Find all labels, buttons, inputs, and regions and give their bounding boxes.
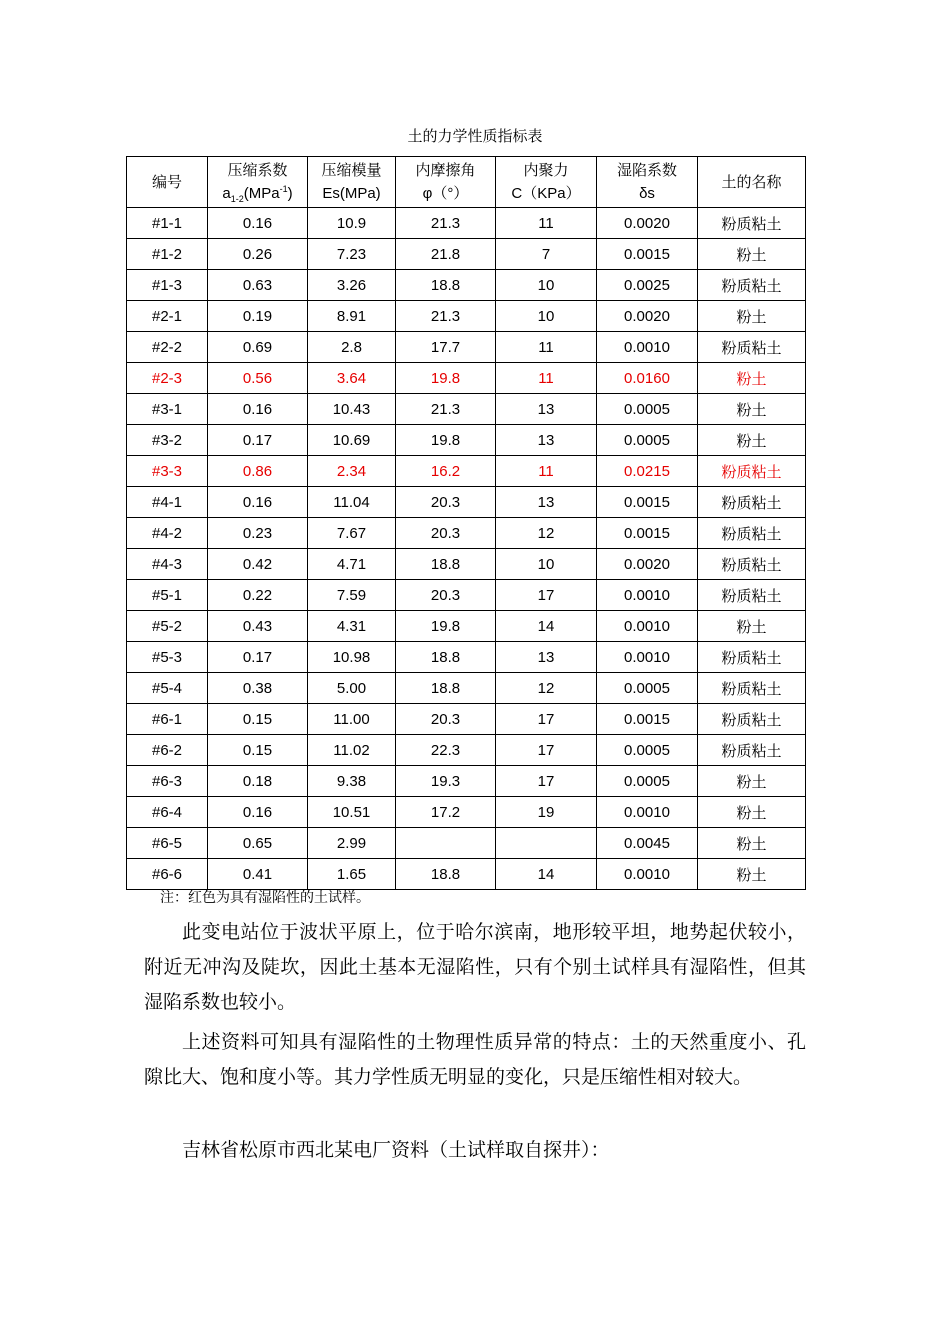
cell-soil-name: 粉质粘土 [698, 270, 806, 301]
cell-cohesion [496, 828, 597, 859]
cell-soil-name: 粉土 [698, 828, 806, 859]
cell-friction-angle: 20.3 [396, 487, 496, 518]
cell-compression-coefficient: 0.18 [208, 766, 308, 797]
cell-collapsibility-coefficient: 0.0010 [597, 332, 698, 363]
cell-cohesion: 12 [496, 518, 597, 549]
cell-compression-modulus: 10.69 [308, 425, 396, 456]
cell-friction-angle: 21.3 [396, 394, 496, 425]
cell-soil-name: 粉质粘土 [698, 642, 806, 673]
cell-soil-name: 粉质粘土 [698, 735, 806, 766]
cell-id: #1-3 [127, 270, 208, 301]
cell-id: #5-1 [127, 580, 208, 611]
cell-soil-name: 粉土 [698, 363, 806, 394]
cell-id: #3-2 [127, 425, 208, 456]
cell-collapsibility-coefficient: 0.0045 [597, 828, 698, 859]
header-cohesion-unit: C（KPa） [511, 185, 581, 202]
cell-id: #5-2 [127, 611, 208, 642]
cell-cohesion: 10 [496, 301, 597, 332]
cell-cohesion: 13 [496, 642, 597, 673]
cell-cohesion: 17 [496, 735, 597, 766]
header-collapsibility-coefficient-label: 湿陷系数 [616, 161, 677, 179]
cell-compression-modulus: 7.67 [308, 518, 396, 549]
cell-compression-coefficient: 0.16 [208, 487, 308, 518]
cell-compression-coefficient: 0.23 [208, 518, 308, 549]
table-row [127, 859, 806, 890]
cell-id: #6-5 [127, 828, 208, 859]
cell-friction-angle: 21.3 [396, 301, 496, 332]
table-row [127, 456, 806, 487]
table-row [127, 735, 806, 766]
cell-friction-angle: 18.8 [396, 859, 496, 890]
cell-compression-coefficient: 0.65 [208, 828, 308, 859]
cell-soil-name: 粉土 [698, 239, 806, 270]
cell-compression-coefficient: 0.86 [208, 456, 308, 487]
cell-compression-coefficient: 0.17 [208, 425, 308, 456]
header-cohesion-label: 内聚力 [523, 161, 569, 179]
cell-soil-name: 粉土 [698, 394, 806, 425]
cell-soil-name: 粉土 [698, 301, 806, 332]
cell-compression-modulus: 10.51 [308, 797, 396, 828]
cell-friction-angle: 19.8 [396, 611, 496, 642]
cell-friction-angle: 19.8 [396, 363, 496, 394]
cell-soil-name: 粉质粘土 [698, 208, 806, 239]
cell-cohesion: 13 [496, 394, 597, 425]
table-row [127, 208, 806, 239]
cell-id: #3-1 [127, 394, 208, 425]
cell-compression-modulus: 5.00 [308, 673, 396, 704]
cell-compression-coefficient: 0.16 [208, 797, 308, 828]
table-row [127, 642, 806, 673]
cell-compression-coefficient: 0.22 [208, 580, 308, 611]
cell-friction-angle: 18.8 [396, 642, 496, 673]
cell-cohesion: 10 [496, 549, 597, 580]
cell-soil-name: 粉质粘土 [698, 518, 806, 549]
cell-compression-modulus: 10.98 [308, 642, 396, 673]
cell-id: #5-4 [127, 673, 208, 704]
cell-soil-name: 粉质粘土 [698, 580, 806, 611]
cell-friction-angle: 21.3 [396, 208, 496, 239]
cell-compression-coefficient: 0.17 [208, 642, 308, 673]
cell-cohesion: 11 [496, 208, 597, 239]
header-friction-angle-label: 内摩擦角 [415, 161, 476, 179]
cell-compression-coefficient: 0.26 [208, 239, 308, 270]
cell-cohesion: 19 [496, 797, 597, 828]
cell-friction-angle: 18.8 [396, 549, 496, 580]
cell-cohesion: 11 [496, 363, 597, 394]
cell-collapsibility-coefficient: 0.0010 [597, 642, 698, 673]
cell-soil-name: 粉土 [698, 766, 806, 797]
cell-friction-angle: 17.7 [396, 332, 496, 363]
paragraph-2: 上述资料可知具有湿陷性的土物理性质异常的特点：土的天然重度小、孔隙比大、饱和度小等。其力学性质无明显的变化，只是压缩性相对较大。 [144, 1031, 806, 1088]
cell-compression-modulus: 9.38 [308, 766, 396, 797]
cell-soil-name: 粉质粘土 [698, 704, 806, 735]
header-soil-name-label: 土的名称 [721, 172, 782, 191]
cell-compression-modulus: 8.91 [308, 301, 396, 332]
cell-collapsibility-coefficient: 0.0020 [597, 208, 698, 239]
soil-mechanics-table [126, 156, 806, 890]
table-row [127, 797, 806, 828]
table-row [127, 332, 806, 363]
cell-compression-coefficient: 0.43 [208, 611, 308, 642]
table-row [127, 270, 806, 301]
cell-collapsibility-coefficient: 0.0010 [597, 859, 698, 890]
header-friction-angle-unit: φ（°） [422, 185, 469, 202]
cell-compression-coefficient: 0.16 [208, 208, 308, 239]
header-cohesion [496, 157, 597, 208]
cell-compression-modulus: 11.04 [308, 487, 396, 518]
header-soil-name [698, 157, 806, 208]
cell-soil-name: 粉土 [698, 425, 806, 456]
cell-id: #4-3 [127, 549, 208, 580]
cell-friction-angle: 17.2 [396, 797, 496, 828]
table-row [127, 487, 806, 518]
cell-id: #6-3 [127, 766, 208, 797]
cell-id: #1-1 [127, 208, 208, 239]
cell-id: #1-2 [127, 239, 208, 270]
header-id-label: 编号 [151, 172, 182, 191]
header-compression-coefficient-label: 压缩系数 [227, 161, 288, 179]
cell-friction-angle: 20.3 [396, 704, 496, 735]
cell-friction-angle: 20.3 [396, 518, 496, 549]
cell-id: #6-4 [127, 797, 208, 828]
cell-cohesion: 17 [496, 704, 597, 735]
cell-collapsibility-coefficient: 0.0005 [597, 766, 698, 797]
cell-cohesion: 14 [496, 859, 597, 890]
cell-compression-coefficient: 0.42 [208, 549, 308, 580]
cell-id: #4-1 [127, 487, 208, 518]
cell-compression-modulus: 2.99 [308, 828, 396, 859]
table-body [127, 208, 806, 890]
cell-id: #6-6 [127, 859, 208, 890]
cell-collapsibility-coefficient: 0.0160 [597, 363, 698, 394]
cell-friction-angle: 20.3 [396, 580, 496, 611]
cell-cohesion: 12 [496, 673, 597, 704]
cell-collapsibility-coefficient: 0.0020 [597, 549, 698, 580]
cell-collapsibility-coefficient: 0.0005 [597, 735, 698, 766]
table-row [127, 301, 806, 332]
table-row [127, 394, 806, 425]
cell-soil-name: 粉质粘土 [698, 487, 806, 518]
cell-compression-modulus: 11.02 [308, 735, 396, 766]
cell-id: #2-1 [127, 301, 208, 332]
cell-compression-modulus: 7.23 [308, 239, 396, 270]
cell-cohesion: 11 [496, 332, 597, 363]
table-row [127, 704, 806, 735]
cell-soil-name: 粉质粘土 [698, 332, 806, 363]
table-row [127, 549, 806, 580]
cell-compression-coefficient: 0.38 [208, 673, 308, 704]
cell-cohesion: 13 [496, 487, 597, 518]
cell-collapsibility-coefficient: 0.0215 [597, 456, 698, 487]
cell-soil-name: 粉质粘土 [698, 456, 806, 487]
cell-id: #6-1 [127, 704, 208, 735]
table-row [127, 363, 806, 394]
cell-id: #4-2 [127, 518, 208, 549]
table-row [127, 766, 806, 797]
cell-compression-modulus: 1.65 [308, 859, 396, 890]
cell-compression-coefficient: 0.19 [208, 301, 308, 332]
header-compression-modulus-label: 压缩模量 [321, 161, 382, 179]
table-row [127, 611, 806, 642]
cell-compression-coefficient: 0.63 [208, 270, 308, 301]
cell-compression-coefficient: 0.15 [208, 704, 308, 735]
cell-cohesion: 11 [496, 456, 597, 487]
cell-id: #2-3 [127, 363, 208, 394]
cell-collapsibility-coefficient: 0.0020 [597, 301, 698, 332]
cell-soil-name: 粉质粘土 [698, 549, 806, 580]
cell-collapsibility-coefficient: 0.0010 [597, 580, 698, 611]
cell-compression-modulus: 3.64 [308, 363, 396, 394]
header-compression-modulus [308, 157, 396, 208]
cell-collapsibility-coefficient: 0.0010 [597, 611, 698, 642]
cell-friction-angle: 16.2 [396, 456, 496, 487]
cell-compression-modulus: 7.59 [308, 580, 396, 611]
cell-compression-modulus: 3.26 [308, 270, 396, 301]
cell-friction-angle: 19.3 [396, 766, 496, 797]
header-collapsibility-coefficient [597, 157, 698, 208]
cell-compression-modulus: 10.9 [308, 208, 396, 239]
cell-cohesion: 17 [496, 766, 597, 797]
table-row [127, 673, 806, 704]
cell-collapsibility-coefficient: 0.0015 [597, 704, 698, 735]
cell-soil-name: 粉质粘土 [698, 673, 806, 704]
cell-id: #6-2 [127, 735, 208, 766]
table-title: 土的力学性质指标表 [407, 127, 543, 145]
cell-compression-coefficient: 0.15 [208, 735, 308, 766]
cell-id: #3-3 [127, 456, 208, 487]
cell-friction-angle: 19.8 [396, 425, 496, 456]
cell-collapsibility-coefficient: 0.0005 [597, 673, 698, 704]
cell-collapsibility-coefficient: 0.0015 [597, 487, 698, 518]
cell-compression-modulus: 2.8 [308, 332, 396, 363]
cell-friction-angle: 21.8 [396, 239, 496, 270]
paragraph-1: 此变电站位于波状平原上，位于哈尔滨南，地形较平坦，地势起伏较小，附近无冲沟及陡坎，因此土基本无湿陷性，只有个别土试样具有湿陷性，但其湿陷系数也较小。 [144, 921, 806, 1013]
cell-compression-modulus: 11.00 [308, 704, 396, 735]
cell-id: #2-2 [127, 332, 208, 363]
cell-compression-coefficient: 0.41 [208, 859, 308, 890]
cell-soil-name: 粉土 [698, 611, 806, 642]
table-row [127, 828, 806, 859]
cell-id: #5-3 [127, 642, 208, 673]
cell-collapsibility-coefficient: 0.0015 [597, 239, 698, 270]
cell-compression-modulus: 4.71 [308, 549, 396, 580]
cell-friction-angle: 18.8 [396, 270, 496, 301]
cell-cohesion: 7 [496, 239, 597, 270]
cell-soil-name: 粉土 [698, 797, 806, 828]
paragraph-3: 吉林省松原市西北某电厂资料（土试样取自探井）： [182, 1139, 610, 1161]
cell-friction-angle [396, 828, 496, 859]
header-collapsibility-coefficient-unit: δs [639, 185, 655, 202]
cell-cohesion: 17 [496, 580, 597, 611]
cell-cohesion: 13 [496, 425, 597, 456]
cell-friction-angle: 22.3 [396, 735, 496, 766]
table-note: 注：红色为具有湿陷性的土试样。 [160, 890, 370, 906]
header-compression-coefficient-unit: $a_{1-2}(MPa^{-1})$ [222, 184, 293, 204]
cell-collapsibility-coefficient: 0.0025 [597, 270, 698, 301]
table-row [127, 580, 806, 611]
cell-compression-coefficient: 0.56 [208, 363, 308, 394]
header-compression-coefficient [208, 157, 308, 208]
cell-collapsibility-coefficient: 0.0010 [597, 797, 698, 828]
table-header-row [127, 157, 806, 208]
table-row [127, 518, 806, 549]
table-row [127, 239, 806, 270]
cell-compression-modulus: 2.34 [308, 456, 396, 487]
cell-soil-name: 粉土 [698, 859, 806, 890]
cell-collapsibility-coefficient: 0.0015 [597, 518, 698, 549]
cell-friction-angle: 18.8 [396, 673, 496, 704]
cell-compression-coefficient: 0.16 [208, 394, 308, 425]
header-friction-angle [396, 157, 496, 208]
cell-collapsibility-coefficient: 0.0005 [597, 394, 698, 425]
cell-compression-modulus: 4.31 [308, 611, 396, 642]
cell-compression-modulus: 10.43 [308, 394, 396, 425]
header-compression-modulus-unit: Es(MPa) [322, 185, 381, 202]
cell-collapsibility-coefficient: 0.0005 [597, 425, 698, 456]
cell-compression-coefficient: 0.69 [208, 332, 308, 363]
cell-cohesion: 10 [496, 270, 597, 301]
header-id [127, 157, 208, 208]
table-row [127, 425, 806, 456]
cell-cohesion: 14 [496, 611, 597, 642]
